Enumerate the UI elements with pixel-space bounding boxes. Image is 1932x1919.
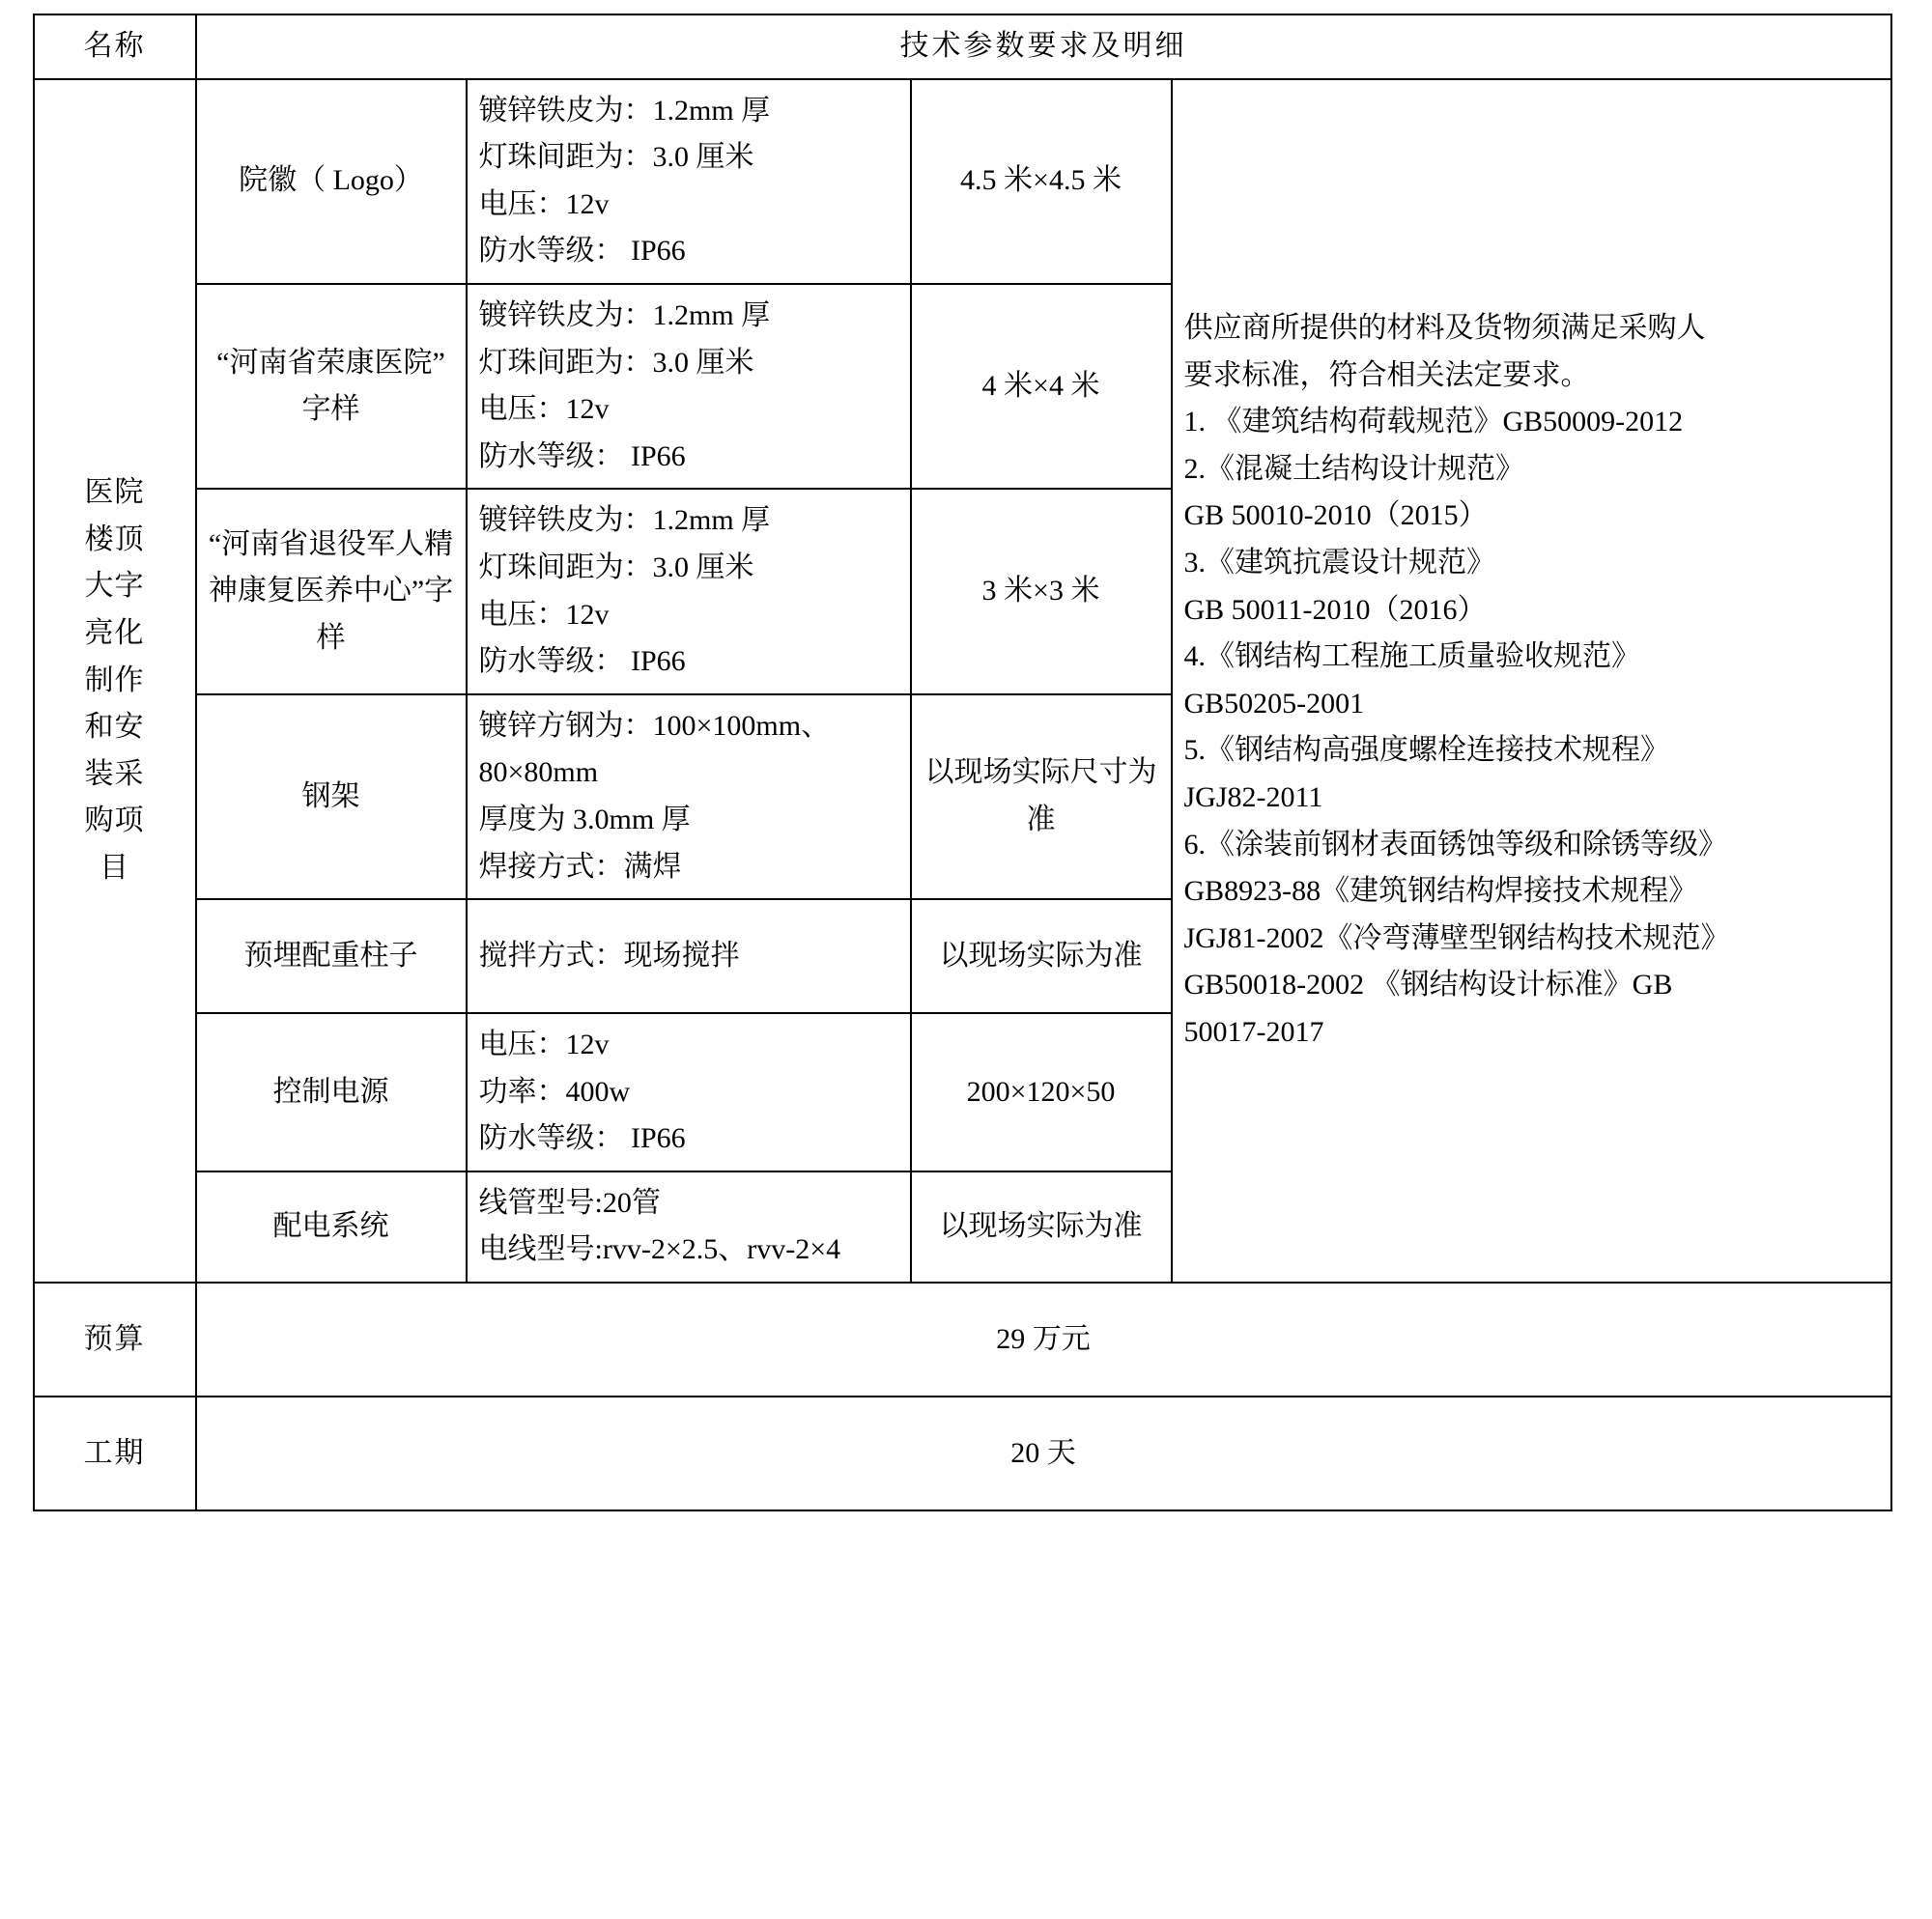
item-size-cell: 4 米×4 米 (911, 284, 1172, 489)
item-parameters-cell (467, 489, 911, 693)
project-name-line: 亮化 (84, 616, 145, 649)
header-spec-cell: 技术参数要求及明细 (196, 14, 1891, 79)
parameter-line: 电压：12v (478, 598, 610, 631)
item-name-cell: “河南省退役军人精神康复医养中心”字样 (196, 489, 467, 693)
note-line: GB 50010-2010（2015） (1183, 499, 1488, 532)
note-line: 2.《混凝土结构设计规范》 (1183, 452, 1524, 485)
item-name-cell: 配电系统 (196, 1171, 467, 1283)
standards-notes-cell (1172, 79, 1891, 1283)
parameter-line: 灯珠间距为：3.0 厘米 (478, 550, 754, 583)
technical-specification-table (33, 14, 1892, 1511)
parameter-line: 电线型号:rvv-2×2.5、rvv-2×4 (478, 1233, 841, 1266)
item-size-cell: 以现场实际尺寸为准 (911, 694, 1172, 899)
parameter-line: 镀锌方钢为：100×100mm、80×80mm (478, 709, 831, 789)
project-name-line: 购项 (84, 804, 145, 837)
parameter-line: 电压：12v (478, 187, 610, 220)
project-name-line: 目 (99, 851, 129, 884)
item-size-cell: 4.5 米×4.5 米 (911, 79, 1172, 284)
budget-label: 预算 (34, 1283, 196, 1397)
note-line: 供应商所提供的材料及货物须满足采购人 (1183, 312, 1706, 345)
note-line: 1. 《建筑结构荷载规范》GB50009-2012 (1183, 406, 1684, 438)
item-parameters-cell (467, 694, 911, 899)
item-size-cell: 以现场实际为准 (911, 1171, 1172, 1283)
note-line: JGJ82-2011 (1183, 781, 1323, 814)
note-line: GB50205-2001 (1183, 687, 1365, 720)
project-name-line: 制作 (84, 663, 145, 696)
parameter-line: 功率：400w (478, 1075, 631, 1108)
budget-value: 29 万元 (196, 1283, 1891, 1397)
parameter-line: 灯珠间距为：3.0 厘米 (478, 346, 754, 379)
project-name-line: 和安 (84, 711, 145, 744)
budget-row (34, 1283, 1891, 1397)
parameter-line: 防水等级： IP66 (478, 439, 686, 472)
project-name-line: 医院 (84, 476, 145, 509)
item-name-cell: “河南省荣康医院”字样 (196, 284, 467, 489)
duration-value: 20 天 (196, 1397, 1891, 1510)
note-line: JGJ81-2002《冷弯薄壁型钢结构技术规范》 (1183, 921, 1730, 954)
parameter-line: 镀锌铁皮为：1.2mm 厚 (478, 504, 771, 537)
parameter-line: 电压：12v (478, 393, 610, 426)
item-parameters-cell (467, 284, 911, 489)
note-line: GB50018-2002 《钢结构设计标准》GB (1183, 969, 1673, 1002)
parameter-line: 镀锌铁皮为：1.2mm 厚 (478, 94, 771, 127)
parameter-line: 搅拌方式：现场搅拌 (478, 939, 740, 972)
parameter-line: 防水等级： IP66 (478, 235, 686, 268)
note-line: 50017-2017 (1183, 1015, 1324, 1048)
parameter-line: 灯珠间距为：3.0 厘米 (478, 141, 754, 174)
item-name-cell: 预埋配重柱子 (196, 899, 467, 1013)
parameter-line: 镀锌铁皮为：1.2mm 厚 (478, 298, 771, 331)
duration-row (34, 1397, 1891, 1510)
item-name-cell: 控制电源 (196, 1013, 467, 1171)
parameter-line: 防水等级： IP66 (478, 645, 686, 678)
note-line: 要求标准，符合相关法定要求。 (1183, 358, 1590, 391)
note-line: 4.《钢结构工程施工质量验收规范》 (1183, 640, 1640, 673)
project-name-line: 楼顶 (84, 522, 145, 555)
parameter-line: 线管型号:20管 (478, 1186, 661, 1219)
item-size-cell: 3 米×3 米 (911, 489, 1172, 693)
project-name-line: 大字 (84, 570, 145, 603)
parameter-line: 焊接方式：满焊 (478, 850, 682, 883)
note-line: 5.《钢结构高强度螺栓连接技术规程》 (1183, 734, 1669, 767)
header-name-cell: 名称 (34, 14, 196, 79)
item-name-cell: 钢架 (196, 694, 467, 899)
note-line: 3.《建筑抗震设计规范》 (1183, 547, 1495, 579)
table-header-row (34, 14, 1891, 79)
parameter-line: 厚度为 3.0mm 厚 (478, 803, 691, 835)
item-parameters-cell (467, 899, 911, 1013)
project-name-cell (34, 79, 196, 1283)
parameter-line: 防水等级： IP66 (478, 1122, 686, 1155)
item-size-cell: 以现场实际为准 (911, 899, 1172, 1013)
parameter-line: 电压：12v (478, 1029, 610, 1061)
item-parameters-cell (467, 79, 911, 284)
item-size-cell: 200×120×50 (911, 1013, 1172, 1171)
note-line: GB 50011-2010（2016） (1183, 593, 1487, 626)
project-name-line: 装采 (84, 757, 145, 790)
item-name-cell: 院徽（ Logo） (196, 79, 467, 284)
table-row (34, 79, 1891, 284)
note-line: 6.《涂装前钢材表面锈蚀等级和除锈等级》 (1183, 828, 1727, 861)
duration-label: 工期 (34, 1397, 196, 1510)
note-line: GB8923-88《建筑钢结构焊接技术规程》 (1183, 875, 1698, 908)
item-parameters-cell (467, 1171, 911, 1283)
item-parameters-cell (467, 1013, 911, 1171)
